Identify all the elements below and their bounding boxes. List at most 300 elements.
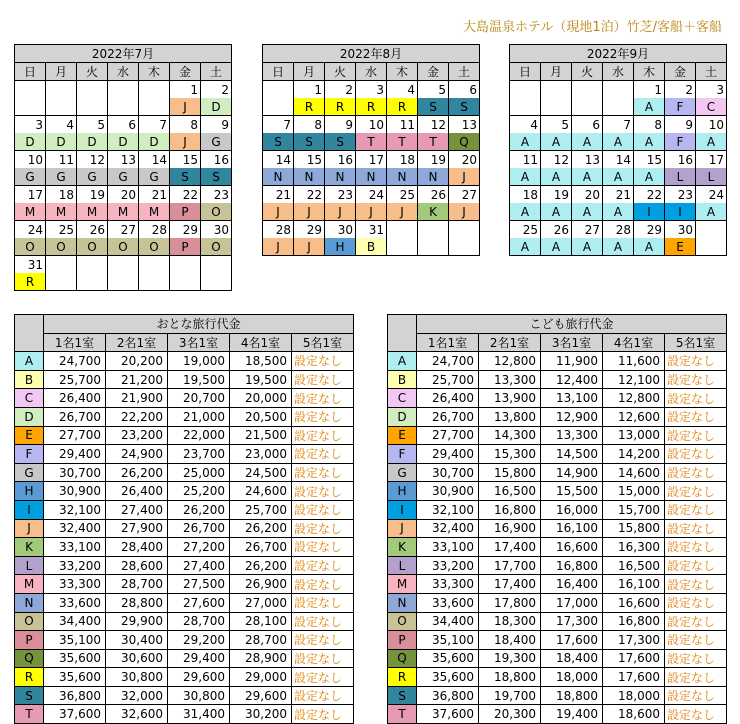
day-number xyxy=(603,81,634,99)
price-value: 12,400 xyxy=(541,370,603,389)
day-number: 24 xyxy=(15,221,46,239)
price-value: 26,700 xyxy=(417,407,479,426)
price-value: 27,600 xyxy=(168,593,230,612)
price-value: 35,600 xyxy=(417,649,479,668)
day-price-code: A xyxy=(572,133,603,151)
day-price-code: J xyxy=(449,168,480,186)
price-value: 25,700 xyxy=(417,370,479,389)
price-code: S xyxy=(15,686,44,705)
price-not-set: 設定なし xyxy=(292,407,354,426)
day-number: 1 xyxy=(634,81,665,99)
day-price-code: J xyxy=(325,203,356,221)
day-number: 8 xyxy=(170,116,201,134)
calendar-title-row xyxy=(15,45,232,63)
day-price-code: A xyxy=(634,98,665,116)
price-code: O xyxy=(388,612,417,631)
day-price-code: M xyxy=(77,203,108,221)
day-number: 10 xyxy=(696,116,727,134)
price-value: 13,300 xyxy=(541,426,603,445)
price-code: K xyxy=(388,538,417,557)
day-price-code: J xyxy=(263,238,294,256)
price-not-set: 設定なし xyxy=(292,500,354,519)
price-column-header: 5名1室 xyxy=(665,333,727,352)
day-price-code: S xyxy=(263,133,294,151)
day-number: 16 xyxy=(201,151,232,169)
price-value: 17,400 xyxy=(479,575,541,594)
price-value: 28,900 xyxy=(230,649,292,668)
calendar-code-row xyxy=(510,238,727,256)
day-price-code: B xyxy=(356,238,387,256)
day-number xyxy=(510,81,541,99)
calendar-title-row xyxy=(510,45,727,63)
day-number: 5 xyxy=(77,116,108,134)
price-value: 19,700 xyxy=(479,686,541,705)
price-column-row xyxy=(388,333,727,352)
price-value: 16,800 xyxy=(541,556,603,575)
day-number: 14 xyxy=(139,151,170,169)
price-value: 20,700 xyxy=(168,389,230,408)
price-value: 25,700 xyxy=(230,500,292,519)
day-number: 30 xyxy=(201,221,232,239)
day-number xyxy=(201,256,232,274)
price-value: 28,800 xyxy=(106,593,168,612)
price-code: I xyxy=(15,500,44,519)
weekday-row xyxy=(263,63,480,81)
price-value: 29,400 xyxy=(168,649,230,668)
day-price-code: S xyxy=(294,133,325,151)
day-number: 24 xyxy=(696,186,727,204)
price-not-set: 設定なし xyxy=(665,556,727,575)
price-value: 16,300 xyxy=(603,538,665,557)
day-number: 31 xyxy=(15,256,46,274)
price-value: 21,000 xyxy=(168,407,230,426)
day-number: 6 xyxy=(108,116,139,134)
price-code: T xyxy=(388,705,417,724)
price-value: 16,100 xyxy=(541,519,603,538)
price-code: M xyxy=(388,575,417,594)
price-value: 32,000 xyxy=(106,686,168,705)
day-price-code xyxy=(15,98,46,116)
day-number: 3 xyxy=(696,81,727,99)
day-number: 20 xyxy=(108,186,139,204)
calendar-august xyxy=(262,44,480,256)
price-value: 30,900 xyxy=(44,482,106,501)
weekday-header: 金 xyxy=(418,63,449,81)
day-price-code xyxy=(387,238,418,256)
day-price-code: M xyxy=(46,203,77,221)
price-not-set: 設定なし xyxy=(665,705,727,724)
weekday-header: 土 xyxy=(696,63,727,81)
price-not-set: 設定なし xyxy=(665,519,727,538)
day-number: 2 xyxy=(325,81,356,99)
weekday-header: 土 xyxy=(201,63,232,81)
price-value: 12,600 xyxy=(603,407,665,426)
price-value: 26,400 xyxy=(106,482,168,501)
price-code: N xyxy=(388,593,417,612)
day-price-code: J xyxy=(449,203,480,221)
price-value: 11,600 xyxy=(603,352,665,371)
price-code: N xyxy=(15,593,44,612)
day-number: 8 xyxy=(634,116,665,134)
price-not-set: 設定なし xyxy=(292,426,354,445)
day-number: 10 xyxy=(15,151,46,169)
price-row xyxy=(15,538,354,557)
price-value: 33,200 xyxy=(417,556,479,575)
price-value: 21,200 xyxy=(106,370,168,389)
day-number xyxy=(387,221,418,239)
price-row xyxy=(388,593,727,612)
day-number: 13 xyxy=(108,151,139,169)
day-price-code: J xyxy=(294,238,325,256)
calendar-day-row xyxy=(15,151,232,169)
price-value: 19,400 xyxy=(541,705,603,724)
calendar-code-row xyxy=(15,203,232,221)
day-number xyxy=(572,81,603,99)
day-price-code: R xyxy=(15,273,46,291)
day-number: 9 xyxy=(325,116,356,134)
price-value: 27,700 xyxy=(44,426,106,445)
day-number: 26 xyxy=(418,186,449,204)
price-not-set: 設定なし xyxy=(665,463,727,482)
day-number: 4 xyxy=(387,81,418,99)
day-price-code: A xyxy=(541,168,572,186)
price-value: 16,900 xyxy=(479,519,541,538)
day-number: 16 xyxy=(665,151,696,169)
weekday-header: 金 xyxy=(170,63,201,81)
price-value: 16,500 xyxy=(479,482,541,501)
price-not-set: 設定なし xyxy=(665,686,727,705)
day-number: 13 xyxy=(572,151,603,169)
weekday-header: 木 xyxy=(139,63,170,81)
day-number xyxy=(139,81,170,99)
weekday-header: 火 xyxy=(77,63,108,81)
day-price-code xyxy=(696,238,727,256)
price-value: 26,700 xyxy=(230,538,292,557)
day-price-code xyxy=(263,98,294,116)
price-value: 14,300 xyxy=(479,426,541,445)
price-not-set: 設定なし xyxy=(665,575,727,594)
price-value: 19,500 xyxy=(168,370,230,389)
price-code: C xyxy=(388,389,417,408)
day-price-code: A xyxy=(603,238,634,256)
price-not-set: 設定なし xyxy=(292,575,354,594)
price-value: 29,600 xyxy=(230,686,292,705)
price-value: 30,900 xyxy=(417,482,479,501)
day-number: 24 xyxy=(356,186,387,204)
day-number xyxy=(108,81,139,99)
price-value: 30,800 xyxy=(168,686,230,705)
price-not-set: 設定なし xyxy=(292,705,354,724)
price-value: 27,900 xyxy=(106,519,168,538)
price-row xyxy=(388,668,727,687)
price-value: 25,700 xyxy=(44,370,106,389)
calendar-day-row xyxy=(263,221,480,239)
day-price-code: J xyxy=(170,133,201,151)
day-price-code xyxy=(170,273,201,291)
price-title-row xyxy=(15,315,354,334)
price-not-set: 設定なし xyxy=(665,482,727,501)
day-number: 12 xyxy=(541,151,572,169)
day-price-code: J xyxy=(294,203,325,221)
price-value: 18,400 xyxy=(541,649,603,668)
price-code: A xyxy=(15,352,44,371)
day-price-code xyxy=(201,273,232,291)
price-value: 28,700 xyxy=(230,631,292,650)
day-number xyxy=(77,256,108,274)
day-price-code: L xyxy=(665,168,696,186)
day-number: 7 xyxy=(603,116,634,134)
calendar-code-row xyxy=(15,133,232,151)
day-number: 28 xyxy=(139,221,170,239)
day-price-code xyxy=(77,98,108,116)
day-price-code: R xyxy=(325,98,356,116)
price-not-set: 設定なし xyxy=(665,631,727,650)
price-row xyxy=(15,612,354,631)
price-value: 18,800 xyxy=(541,686,603,705)
price-column-header: 3名1室 xyxy=(168,333,230,352)
corner-cell xyxy=(15,315,44,352)
price-value: 37,600 xyxy=(417,705,479,724)
day-price-code: A xyxy=(634,133,665,151)
price-value: 12,100 xyxy=(603,370,665,389)
price-row xyxy=(388,538,727,557)
day-price-code: A xyxy=(510,168,541,186)
price-row xyxy=(15,649,354,668)
calendar-title: 2022年9月 xyxy=(510,45,727,63)
day-price-code: S xyxy=(449,98,480,116)
price-value: 23,000 xyxy=(230,445,292,464)
price-value: 26,200 xyxy=(230,556,292,575)
day-price-code: O xyxy=(46,238,77,256)
price-not-set: 設定なし xyxy=(292,556,354,575)
price-code: G xyxy=(15,463,44,482)
price-value: 28,700 xyxy=(168,612,230,631)
price-row xyxy=(388,649,727,668)
day-number: 31 xyxy=(356,221,387,239)
day-price-code: N xyxy=(356,168,387,186)
day-number xyxy=(418,221,449,239)
price-row xyxy=(15,500,354,519)
price-value: 12,800 xyxy=(479,352,541,371)
calendar-code-row xyxy=(510,133,727,151)
price-value: 17,600 xyxy=(541,631,603,650)
price-value: 26,700 xyxy=(168,519,230,538)
price-value: 15,800 xyxy=(479,463,541,482)
day-price-code: A xyxy=(572,168,603,186)
day-number xyxy=(139,256,170,274)
price-row xyxy=(15,575,354,594)
weekday-header: 日 xyxy=(15,63,46,81)
day-price-code: G xyxy=(108,168,139,186)
price-not-set: 設定なし xyxy=(665,538,727,557)
price-value: 26,200 xyxy=(230,519,292,538)
calendar-code-row xyxy=(263,133,480,151)
day-price-code: T xyxy=(418,133,449,151)
price-value: 17,400 xyxy=(479,538,541,557)
price-row xyxy=(15,593,354,612)
price-value: 16,600 xyxy=(541,538,603,557)
price-code: K xyxy=(15,538,44,557)
day-price-code: F xyxy=(665,98,696,116)
price-value: 17,000 xyxy=(541,593,603,612)
price-value: 29,900 xyxy=(106,612,168,631)
price-value: 27,200 xyxy=(168,538,230,557)
day-price-code: O xyxy=(139,238,170,256)
day-price-code: N xyxy=(294,168,325,186)
calendar-code-row xyxy=(263,203,480,221)
price-value: 24,900 xyxy=(106,445,168,464)
day-price-code: D xyxy=(201,98,232,116)
price-value: 29,400 xyxy=(417,445,479,464)
price-row xyxy=(15,556,354,575)
price-value: 24,700 xyxy=(44,352,106,371)
day-price-code: K xyxy=(418,203,449,221)
day-number: 21 xyxy=(139,186,170,204)
price-code: Q xyxy=(388,649,417,668)
price-value: 16,500 xyxy=(603,556,665,575)
price-not-set: 設定なし xyxy=(292,519,354,538)
day-number: 11 xyxy=(510,151,541,169)
day-price-code xyxy=(139,98,170,116)
day-number: 7 xyxy=(139,116,170,134)
price-value: 34,400 xyxy=(44,612,106,631)
day-price-code: A xyxy=(541,133,572,151)
day-number: 29 xyxy=(634,221,665,239)
price-not-set: 設定なし xyxy=(292,445,354,464)
child-price-table xyxy=(387,314,727,724)
day-number: 15 xyxy=(294,151,325,169)
day-number xyxy=(541,81,572,99)
price-code: P xyxy=(388,631,417,650)
day-price-code: R xyxy=(387,98,418,116)
price-not-set: 設定なし xyxy=(665,612,727,631)
day-number: 9 xyxy=(201,116,232,134)
day-number: 18 xyxy=(46,186,77,204)
day-price-code: A xyxy=(541,203,572,221)
day-number: 13 xyxy=(449,116,480,134)
day-number: 17 xyxy=(696,151,727,169)
adult-price-table xyxy=(14,314,354,724)
price-code: R xyxy=(388,668,417,687)
price-not-set: 設定なし xyxy=(292,370,354,389)
price-code: G xyxy=(388,463,417,482)
day-number: 17 xyxy=(15,186,46,204)
day-price-code: O xyxy=(201,238,232,256)
price-code: L xyxy=(388,556,417,575)
calendar-code-row xyxy=(15,98,232,116)
price-code: P xyxy=(15,631,44,650)
day-price-code xyxy=(603,98,634,116)
price-value: 14,500 xyxy=(541,445,603,464)
day-number: 4 xyxy=(510,116,541,134)
price-column-row xyxy=(15,333,354,352)
price-not-set: 設定なし xyxy=(292,649,354,668)
day-price-code: E xyxy=(665,238,696,256)
price-not-set: 設定なし xyxy=(292,612,354,631)
day-number xyxy=(46,256,77,274)
calendar-day-row xyxy=(15,186,232,204)
price-row xyxy=(388,556,727,575)
price-value: 21,500 xyxy=(230,426,292,445)
day-price-code: R xyxy=(356,98,387,116)
price-value: 27,700 xyxy=(417,426,479,445)
day-number: 25 xyxy=(46,221,77,239)
weekday-header: 水 xyxy=(356,63,387,81)
day-number: 7 xyxy=(263,116,294,134)
price-value: 14,200 xyxy=(603,445,665,464)
price-value: 29,000 xyxy=(230,668,292,687)
weekday-header: 火 xyxy=(572,63,603,81)
price-value: 30,700 xyxy=(417,463,479,482)
price-code: D xyxy=(15,407,44,426)
calendar-day-row xyxy=(510,186,727,204)
price-value: 20,200 xyxy=(106,352,168,371)
day-price-code xyxy=(108,98,139,116)
day-price-code: A xyxy=(510,203,541,221)
day-price-code: N xyxy=(418,168,449,186)
day-price-code xyxy=(418,238,449,256)
day-number: 23 xyxy=(665,186,696,204)
weekday-header: 火 xyxy=(325,63,356,81)
price-value: 33,600 xyxy=(44,593,106,612)
calendar-code-row xyxy=(510,98,727,116)
price-row xyxy=(15,631,354,650)
day-number: 12 xyxy=(77,151,108,169)
price-value: 33,200 xyxy=(44,556,106,575)
calendar-day-row xyxy=(263,186,480,204)
price-value: 16,600 xyxy=(603,593,665,612)
price-value: 25,000 xyxy=(168,463,230,482)
price-value: 30,200 xyxy=(230,705,292,724)
price-value: 35,600 xyxy=(44,668,106,687)
day-price-code: A xyxy=(572,238,603,256)
day-price-code: J xyxy=(387,203,418,221)
weekday-header: 水 xyxy=(603,63,634,81)
calendar-code-row xyxy=(510,203,727,221)
day-number xyxy=(449,221,480,239)
price-value: 18,500 xyxy=(230,352,292,371)
calendar-code-row xyxy=(15,238,232,256)
price-value: 26,700 xyxy=(44,407,106,426)
price-row xyxy=(15,407,354,426)
day-price-code: A xyxy=(696,203,727,221)
price-value: 26,200 xyxy=(168,500,230,519)
price-row xyxy=(15,426,354,445)
price-row xyxy=(15,370,354,389)
price-value: 14,600 xyxy=(603,463,665,482)
price-value: 32,100 xyxy=(44,500,106,519)
price-not-set: 設定なし xyxy=(665,649,727,668)
price-value: 18,800 xyxy=(479,668,541,687)
price-value: 23,200 xyxy=(106,426,168,445)
price-value: 33,300 xyxy=(44,575,106,594)
day-price-code: J xyxy=(356,203,387,221)
day-number: 19 xyxy=(541,186,572,204)
price-value: 36,800 xyxy=(417,686,479,705)
price-value: 32,400 xyxy=(44,519,106,538)
day-price-code: P xyxy=(170,203,201,221)
weekday-header: 金 xyxy=(665,63,696,81)
price-row xyxy=(388,463,727,482)
day-number: 17 xyxy=(356,151,387,169)
day-price-code: G xyxy=(139,168,170,186)
price-value: 27,000 xyxy=(230,593,292,612)
day-price-code: A xyxy=(510,133,541,151)
price-value: 26,400 xyxy=(417,389,479,408)
calendar-july xyxy=(14,44,232,291)
price-value: 24,700 xyxy=(417,352,479,371)
price-value: 22,200 xyxy=(106,407,168,426)
